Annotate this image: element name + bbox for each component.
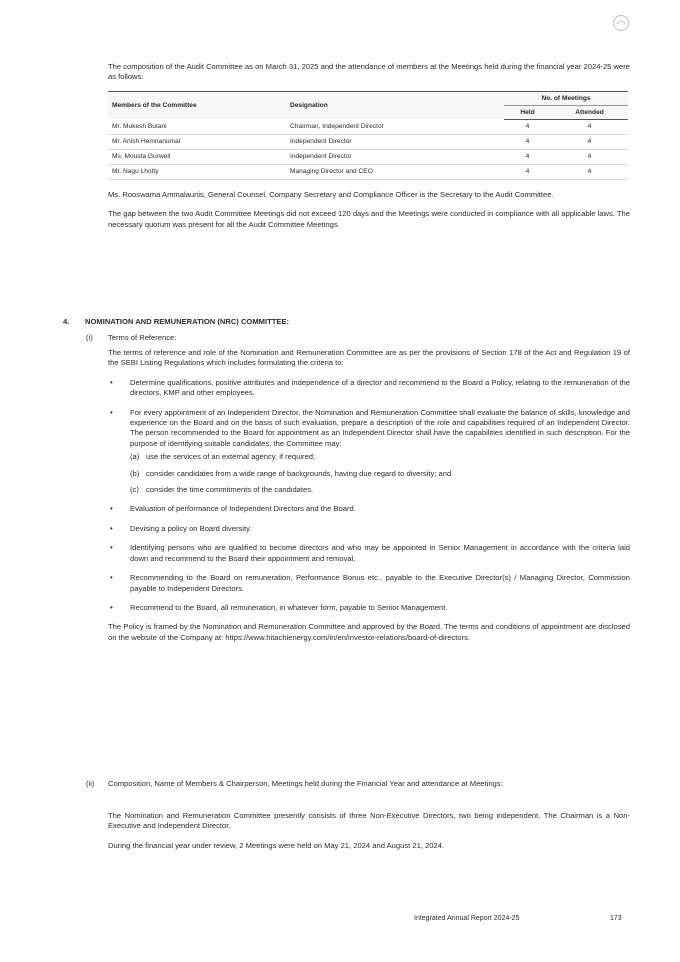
sub-list-item <box>130 452 630 462</box>
member-name: Mr. Nagu Lhotty <box>108 164 286 179</box>
member-designation: Chairman, Independent Director <box>286 119 504 134</box>
list-item-text: For every appointment of an Independent Director, the Nomination and Remuneration Committee shall evaluate the balance of skills, knowledge and experience on the Board and on the basis of such evaluation, prepare a description of the role and capabilities required of an Independent Director. The person recommended to the Board for appointment as an Independent Director shall have the capabilities identified in such description. For the purpose of identifying suitable candidates, the Committee may: <box>130 407 630 448</box>
col-header-members: Members of the Committee <box>108 91 286 119</box>
col-header-designation: Designation <box>286 91 504 119</box>
sub-list-item <box>130 485 630 495</box>
sub-text: consider the time commitments of the candidates. <box>146 485 314 495</box>
page-number: 173 <box>610 915 622 922</box>
meetings-attended: 4 <box>551 134 628 149</box>
subheading-composition <box>86 779 630 789</box>
table-row <box>108 134 628 149</box>
sub-text: use the services of an external agency, if required; <box>146 452 316 462</box>
member-name: Ms. Mousta Gurwell <box>108 149 286 164</box>
audit-intro-text: The composition of the Audit Committee as on March 31, 2025 and the attendance of members at the Meetings held during the financial year 2024-25 were as follows: <box>108 62 630 82</box>
member-designation: Independent Director <box>286 134 504 149</box>
table-row <box>108 164 628 179</box>
audit-section <box>108 62 630 239</box>
meeting-gap-text: The gap between the two Audit Committee Meetings did not exceed 120 days and the Meetings were conducted in compliance with all applicable laws. The necessary quorum was present for all the Audit Committee Meetings. <box>108 209 630 229</box>
member-designation: Independent Director <box>286 149 504 164</box>
meetings-attended: 4 <box>551 164 628 179</box>
page-footer <box>414 915 622 922</box>
subheading-number: (ii) <box>86 779 95 788</box>
list-item: • Recommend to the Board, all remuneration, in whatever form, payable to Senior Management. <box>108 603 630 613</box>
sub-list-item <box>130 469 630 479</box>
col-header-held: Held <box>504 105 551 119</box>
policy-text: The Policy is framed by the Nomination and Remuneration Committee and approved by the Board. The terms and conditions of appointment are disclosed on the website of the Company at: https://www.hitachienergy.com/in/en/investor-relations/board-of-directors. <box>108 622 630 642</box>
meetings-attended: 4 <box>551 149 628 164</box>
section-number: 4. <box>63 317 70 326</box>
sub-list <box>130 452 630 495</box>
sub-label: (b) <box>130 468 140 478</box>
section-title: NOMINATION AND REMUNERATION (NRC) COMMITTEE: <box>85 317 290 326</box>
meetings-attended: 4 <box>551 119 628 134</box>
sub-label: (c) <box>130 485 139 495</box>
subheading-title: Terms of Reference: <box>108 333 177 342</box>
list-item: • Determine qualifications, positive attributes and independence of a director and recommend to the Board a Policy, relating to the remuneration of the directors, KMP and other employees. <box>108 378 630 399</box>
list-item <box>108 408 630 496</box>
company-logo-icon <box>612 14 630 32</box>
subheading-title: Composition, Name of Members & Chairperson, Meetings held during the Financial Year and attendance at Meetings: <box>108 779 503 788</box>
composition-text: The Nomination and Remuneration Committee presently consists of three Non-Executive Directors, two being independent. The Chairman is a Non-Executive and Independent Director. <box>108 811 630 831</box>
sub-text: consider candidates from a wide range of backgrounds, having due regard to diversity; and <box>146 468 452 478</box>
list-item: • Recommending to the Board on remuneration, Performance Bonus etc., payable to the Executive Director(s) / Managing Director, Commission payable to Independent Directors. <box>108 573 630 594</box>
composition-block <box>108 811 630 860</box>
member-designation: Managing Director and CEO <box>286 164 504 179</box>
meetings-text: During the financial year under review, 2 Meetings were held on May 21, 2024 and August 21, 2024. <box>108 840 445 850</box>
secretary-text: Ms. Rooswama Ammalaunis, General Counsel, Company Secretary and Compliance Officer is the Secretary to the Audit Committee. <box>108 189 554 199</box>
table-row <box>108 119 628 134</box>
section-heading-nrc <box>63 317 623 326</box>
list-item: • Devising a policy on Board diversity. <box>108 524 630 534</box>
table-row <box>108 149 628 164</box>
terms-block <box>108 348 630 652</box>
col-header-no-meetings: No. of Meetings <box>504 91 628 105</box>
list-item: • Evaluation of performance of Independent Directors and the Board. <box>108 504 630 514</box>
terms-text: The terms of reference and role of the Nomination and Remuneration Committee are as per the provisions of Section 178 of the Act and Regulation 19 of the SEBI Listing Regulations which includes formulating the criteria to: <box>108 348 630 368</box>
member-name: Mr. Anish Hemnanumal <box>108 134 286 149</box>
member-name: Mr. Mukesh Butani <box>108 119 286 134</box>
subheading-terms <box>86 333 176 342</box>
terms-list <box>108 378 630 614</box>
subheading-number: (i) <box>86 333 93 342</box>
sub-label: (a) <box>130 452 140 462</box>
meetings-held: 4 <box>504 149 551 164</box>
meetings-held: 4 <box>504 119 551 134</box>
col-header-attended: Attended <box>551 105 628 119</box>
report-title: Integrated Annual Report 2024-25 <box>414 915 520 922</box>
meetings-held: 4 <box>504 134 551 149</box>
audit-committee-table <box>108 91 628 180</box>
list-item: • Identifying persons who are qualified to become directors and who may be appointed in Senior Management in accordance with the criteria laid down and recommend to the Board their appointment and removal. <box>108 543 630 564</box>
meetings-held: 4 <box>504 164 551 179</box>
